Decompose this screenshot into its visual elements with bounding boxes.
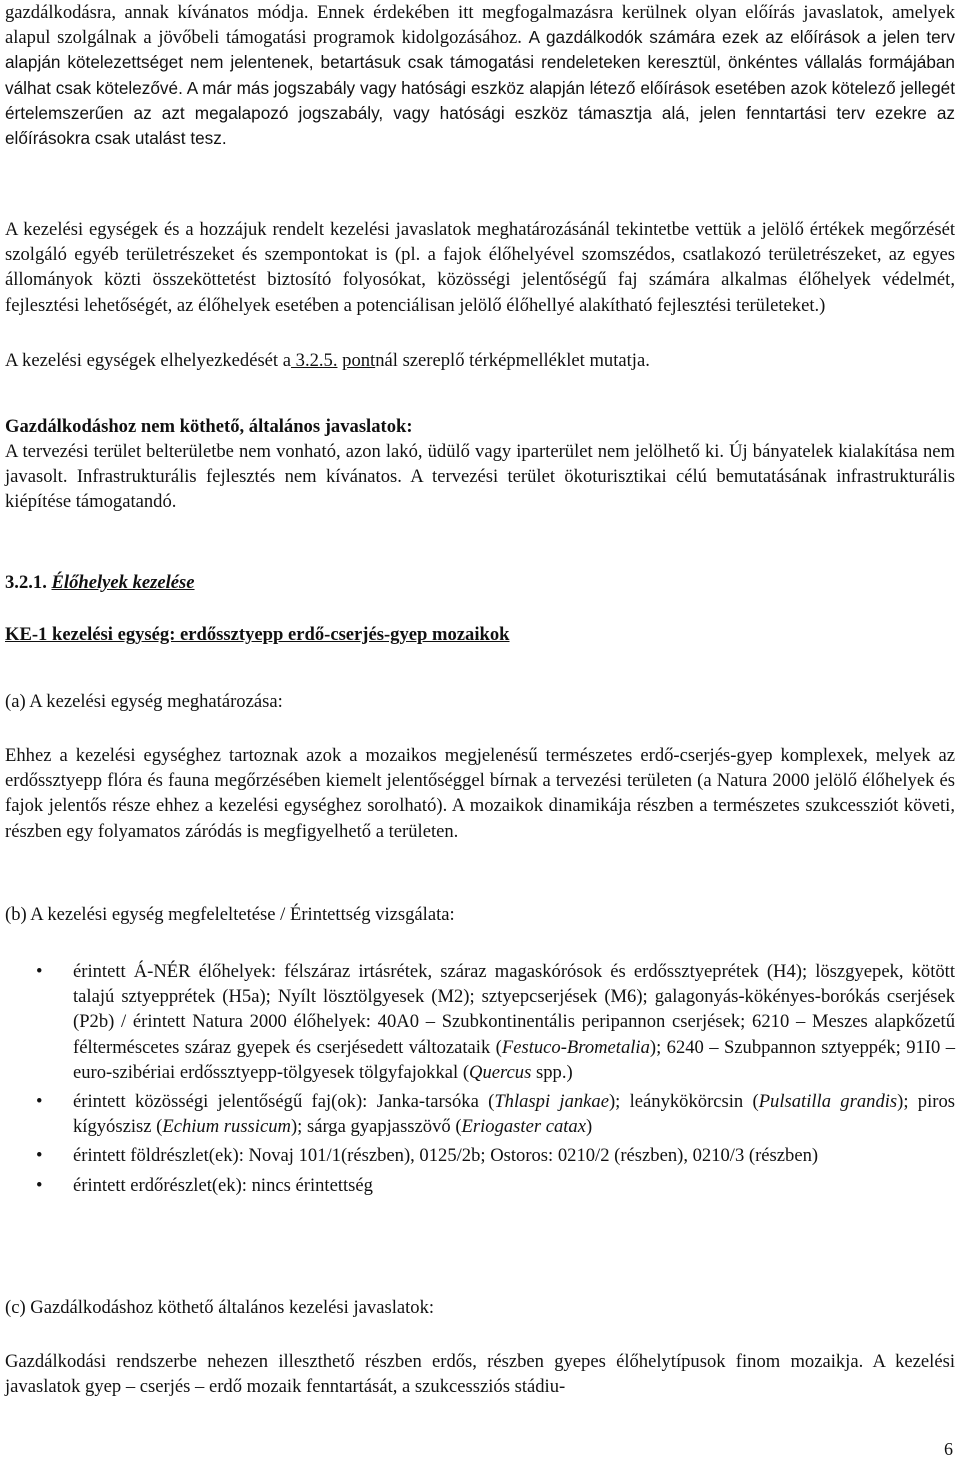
subsection-a-heading: (a) A kezelési egység meghatározása: [5, 691, 283, 712]
section-heading [5, 570, 195, 595]
bullet-text: ); 6240 – Szubpannon sztyeppék; 91I0 – euro-szibériai erdőssztyepp-tölgyesek tölgyfajokkal ( [73, 1036, 955, 1083]
bullet-text: érintett közösségi jelentőségű faj(ok): Janka-tarsóka ( [73, 1091, 495, 1113]
bullet-italic: Echium russicum [162, 1116, 291, 1138]
bullet-text: érintett földrészlet(ek): Novaj 101/1(részben), 0125/2b; Ostoros: 0210/2 (részben), 0210/3 (részben) [73, 1145, 819, 1167]
bullet-text: ); piros kígyószisz ( [73, 1091, 955, 1138]
para-c: Gazdálkodási rendszerbe nehezen illeszthető részben erdős, részben gyepes élőhelytípusok finom mozaikja. A kezelési javaslatok gyep – cserjés – erdő mozaik fenntartását, a szukcessziós stádiu- [5, 1351, 955, 1398]
bullet-italic: Festuco-Brometalia [501, 1036, 650, 1058]
bullet-text: ); sárga gyapjasszövő ( [290, 1116, 462, 1138]
list-item [0, 1173, 955, 1198]
bullet-text: ); leánykökörcsin ( [608, 1091, 759, 1113]
list-item [0, 959, 955, 1085]
intro-paragraph [5, 0, 955, 151]
subsection-b-heading: (b) A kezelési egység megfeleltetése / Érintettség vizsgálata: [5, 904, 455, 925]
para-a: Ehhez a kezelési egységhez tartoznak azok a mozaikos megjelenésű természetes erdő-cserjés-gyep komplexek, melyek az erdőssztyepp flóra és fauna megőrzésében kiemelt jelentőséggel bírnak a tervezési területen (a Natura 2000 jelölő élőhelyek és fajok jelentős része ehhez a kezelési egységhez sorolható). A mozaikok dinamikája részben a természetes szukcessziót követi, részben egy folyamatos záródás is megfigyelhető a területen. [5, 745, 955, 842]
section-link[interactable]: 3.2.5. [291, 350, 338, 371]
point-link[interactable]: pont [342, 350, 376, 371]
location-text-before: A kezelési egységek elhelyezkedését a [5, 350, 291, 371]
impact-bullet-list [0, 959, 955, 1202]
bullet-marker: • [36, 1174, 43, 1196]
list-item [0, 1143, 955, 1168]
bullet-text: spp.) [531, 1061, 573, 1083]
bullet-marker: • [36, 1145, 43, 1167]
location-text-after: nál szereplő térképmelléklet mutatja. [375, 350, 650, 371]
bullet-italic: Quercus [469, 1061, 532, 1083]
bullet-italic: Thlaspi jankae [494, 1091, 609, 1113]
ke-heading: KE-1 kezelési egység: erdőssztyepp erdő-cserjés-gyep mozaikok [5, 624, 510, 645]
bullet-marker: • [36, 961, 43, 982]
list-item [0, 1089, 955, 1139]
bullet-marker: • [36, 1091, 43, 1113]
general-text: A tervezési terület belterületbe nem vonható, azon lakó, üdülő vagy iparterület nem jelölhető ki. Új bányatelek kialakítása nem javasolt. Infrastrukturális fejlesztés nem kívánatos. A tervezési terület ökoturisztikai célú bemutatásának infrastrukturális kiépítése támogatandó. [5, 441, 955, 513]
section-number: 3.2.1. [5, 572, 47, 593]
general-heading: Gazdálkodáshoz nem köthető, általános javaslatok: [5, 416, 413, 437]
bullet-italic: Pulsatilla grandis [758, 1091, 898, 1113]
intro-sans-text: A gazdálkodók számára ezek az előírások a jelen terv alapján kötelezettséget nem jelentenek, betartásuk csak támogatási rendeleteken keresztül, önkéntes vállalás formájában válhat csak kötelezővé. A már más jogszabály vagy hatósági eszköz alapján létező előírások esetében azok kötelező jellegét értelemszerűen az azt megalapozó jogszabály, vagy hatósági eszköz támasztja alá, jelen fenntartási terv ezekre az előírásokra csak utalást tesz. [5, 27, 955, 149]
bullet-italic: Eriogaster catax [461, 1116, 586, 1138]
location-sentence [5, 348, 955, 373]
page-number: 6 [944, 1439, 953, 1459]
subsection-c-heading: (c) Gazdálkodáshoz köthető általános kezelési javaslatok: [5, 1297, 435, 1318]
bullet-text: ) [586, 1116, 593, 1138]
kezelesi-paragraph: A kezelési egységek és a hozzájuk rendelt kezelési javaslatok meghatározásánál tekintetbe vettük a jelölő értékek megőrzését szolgáló egyéb területrészeket és szempontokat is (pl. a fajok élőhelyével szomszédos, csatlakozó területrészeket, az egyes állományok közti összeköttetést biztosító folyosókat, közösségi jelentőségű faj számára alkalmas élőhelyek védelmét, fejlesztési lehetőségét, az élőhelyek esetében a potenciálisan jelölő élőhellyé alakítható fejlesztési területeket.) [5, 219, 955, 316]
bullet-text: érintett Á-NÉR élőhelyek: félszáraz irtásrétek, száraz magaskórósok és erdőssztyeprétek (H4); löszgyepek, kötött talajú sztyepprétek (H5a); Nyílt lösztölgyesek (M2); sztyepcserjések (M6); galagonyás-kökényes-borókás cserjések (P2b) / érintett Natura 2000 élőhelyek: 40A0 – Szubkontinentális peripannon cserjések; 6210 – Meszes alapkőzetű félterméscetes száraz gyepek és cserjésedett változataik ( [73, 961, 955, 1058]
section-title: Élőhelyek kezelése [51, 572, 195, 593]
bullet-text: érintett erdőrészlet(ek): nincs érintettség [73, 1174, 373, 1196]
intro-serif-text: gazdálkodásra, annak kívánatos módja. Ennek érdekében itt megfogalmazásra kerülnek olyan előírás javaslatok, amelyek alapul szolgálnak a jövőbeli támogatási programok kidolgozásához. [5, 2, 955, 49]
